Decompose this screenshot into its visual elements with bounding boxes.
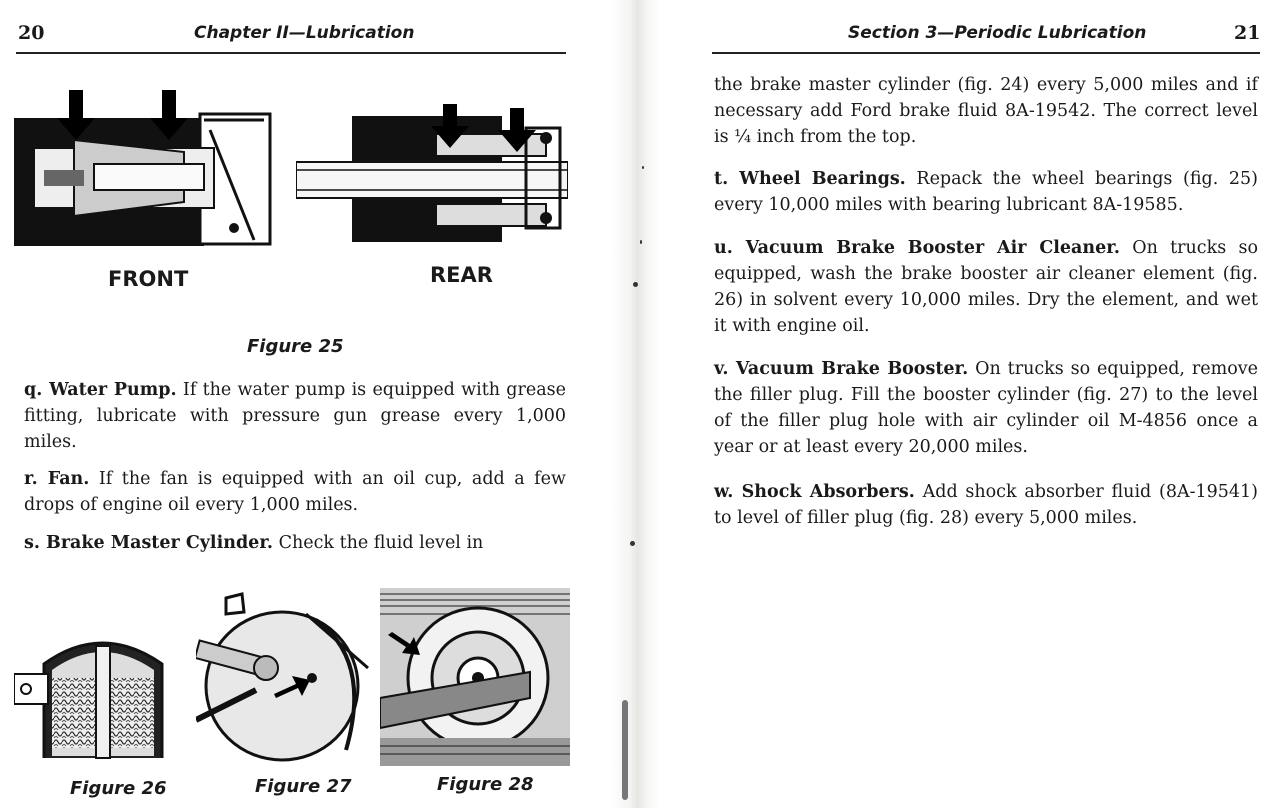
figure-25-rear-label: REAR [430,263,493,287]
figure-26-illustration [14,618,192,768]
figure-25-caption: Figure 25 [247,336,344,357]
page-number-left: 20 [18,22,45,44]
section-title: Section 3—Periodic Lubrication [848,23,1147,43]
paragraph-text: the brake master cylinder (fig. 24) every 5,000 miles and if necessary add Ford brake fluid 8A-19542. The correct level is ¼ inch from the top. [714,75,1258,147]
paragraph-brake-continued [714,72,1258,150]
paragraph-text: Repack the wheel bearings (fig. 25) every 10,000 miles with bearing lubricant 8A-19585. [714,169,1258,215]
chapter-title: Chapter II—Lubrication [194,23,415,43]
paragraph-text: Add shock absorber fluid (8A-19541) to level of filler plug (fig. 28) every 5,000 miles. [714,482,1258,528]
figure-27-caption: Figure 27 [255,776,352,797]
paragraph-water-pump [24,377,566,455]
figure-27-illustration [196,590,376,766]
figure-28-caption: Figure 28 [437,774,534,795]
paragraph-text: On trucks so equipped, wash the brake booster air cleaner element (fig. 26) in solvent every 10,000 miles. Dry the element, and wet it with engine oil. [714,238,1258,336]
paragraph-text: If the water pump is equipped with grease fitting, lubricate with pressure gun grease every 1,000 miles. [24,380,567,452]
left-page-header [16,18,566,54]
paragraph-lead: u. Vacuum Brake Booster Air Cleaner. [714,238,1120,258]
figure-28-illustration [380,588,570,766]
paragraph-lead: v. Vacuum Brake Booster. [714,359,969,379]
left-page [0,0,610,808]
paragraph-text: On trucks so equipped, remove the filler plug. Fill the booster cylinder (fig. 27) to the level of the filler plug hole with air cylinder oil M-4856 once a year or at least every 20,000 miles. [714,359,1258,457]
right-page [660,0,1279,808]
paragraph-text: If the fan is equipped with an oil cup, add a few drops of engine oil every 1,000 miles. [24,469,566,515]
paragraph-vacuum-booster [714,356,1258,460]
paragraph-text: Check the fluid level in [273,533,484,553]
paragraph-lead: t. Wheel Bearings. [714,169,906,189]
paragraph-fan [24,466,566,518]
paragraph-wheel-bearings [714,166,1258,218]
figure-25-rear-illustration [296,104,568,244]
figure-26-caption: Figure 26 [70,778,167,799]
figure-25-front-illustration [14,90,274,250]
book-gutter [610,0,660,808]
page-number-right: 21 [1234,22,1261,44]
right-page-header [712,18,1260,54]
paragraph-lead: w. Shock Absorbers. [714,482,915,502]
figure-25-front-label: FRONT [108,267,189,291]
paragraph-shock-absorbers [714,479,1258,531]
paragraph-vacuum-air-cleaner [714,235,1258,339]
paragraph-lead: r. Fan. [24,469,90,489]
paragraph-brake-master-cylinder [24,530,566,556]
paragraph-lead: q. Water Pump. [24,380,177,400]
paragraph-lead: s. Brake Master Cylinder. [24,533,274,553]
